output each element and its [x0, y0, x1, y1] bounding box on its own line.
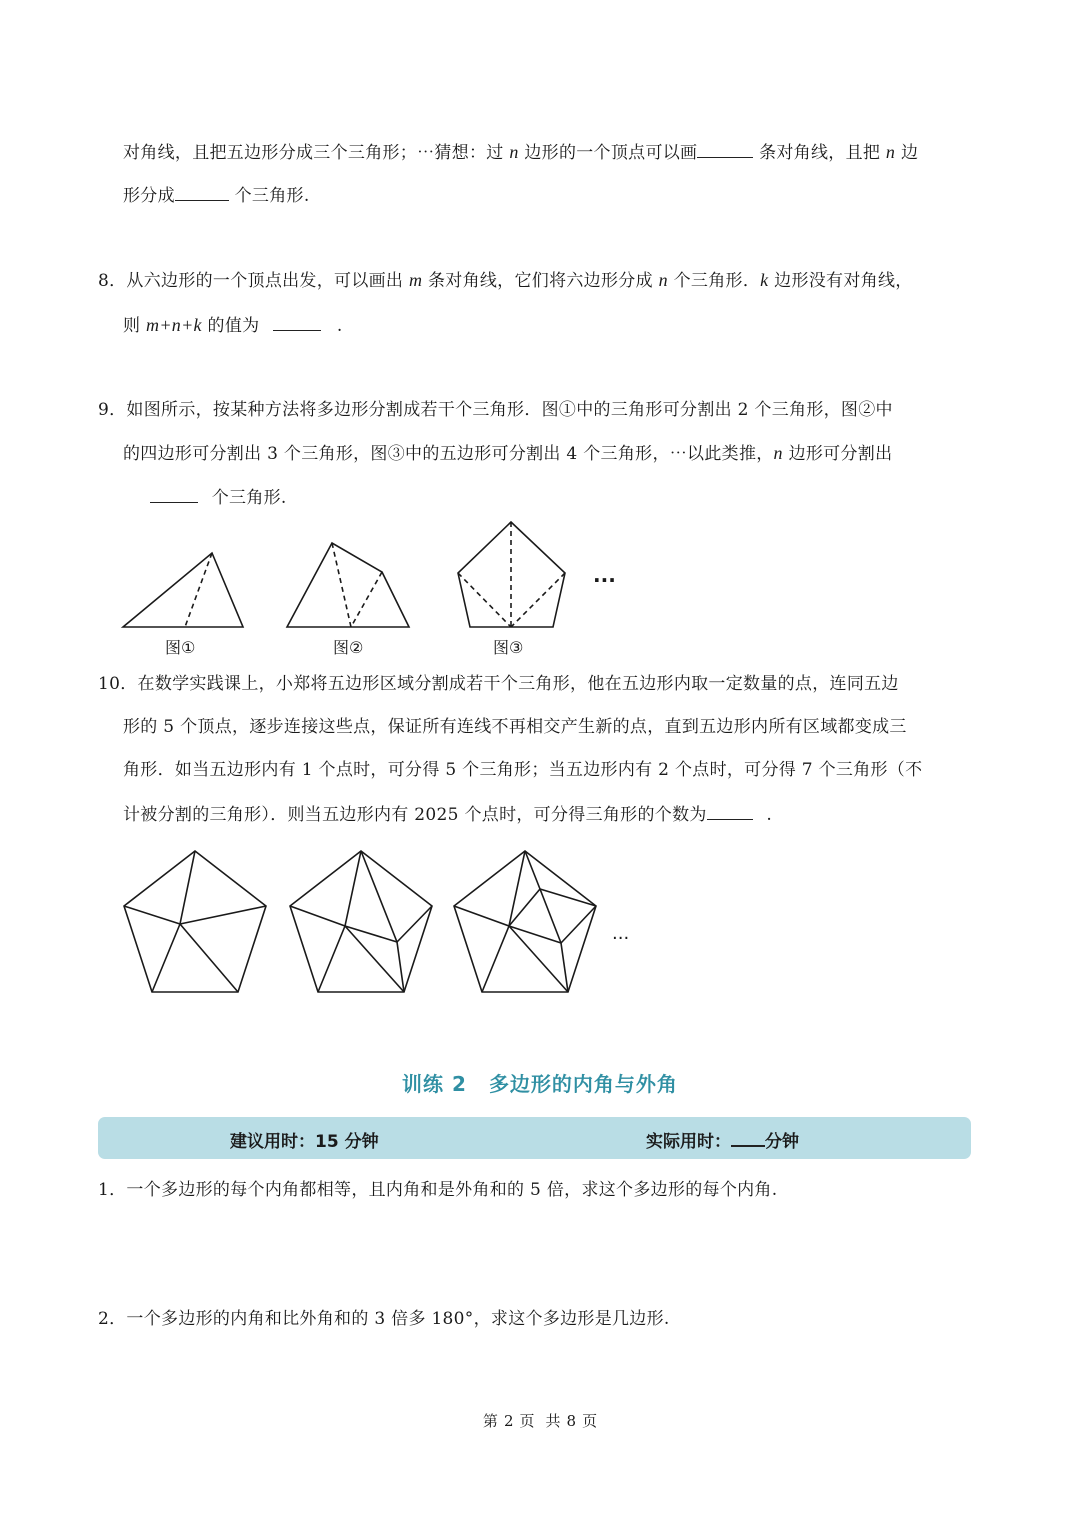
footer-text: 页 — [582, 1412, 598, 1430]
q9-text: 个三角形. — [211, 488, 287, 508]
actual-time — [646, 1127, 799, 1152]
q9-text: 边形可分割出 — [788, 444, 893, 464]
q7-text: 边形的一个顶点可以画 — [524, 143, 698, 163]
total-pages: 8 — [566, 1412, 577, 1430]
q8-line-1 — [98, 268, 913, 293]
q10-line-4 — [123, 801, 772, 827]
q9-line-3 — [150, 484, 287, 510]
fig-label-2: 图② — [333, 638, 364, 657]
answer-blank[interactable] — [273, 312, 321, 331]
actual-time-label: 实际用时： — [646, 1132, 731, 1152]
fig-label-1: 图① — [165, 638, 196, 657]
fig2-dashed-line — [332, 543, 351, 627]
q10-text: 计被分割的三角形）．则当五边形内有 2025 个点时，可分得三角形的个数为 — [123, 805, 707, 825]
q8-text: 边形没有对角线， — [774, 271, 913, 291]
q10-line-1: 10．在数学实践课上，小郑将五边形区域分割成若干个三角形，他在五边形内取一定数量的点，连同五边 — [98, 674, 899, 694]
suggested-time: 建议用时：15 分钟 — [230, 1132, 379, 1152]
ellipsis: ··· — [593, 568, 616, 592]
pentagon-3 — [454, 851, 596, 992]
ellipsis: ··· — [612, 928, 630, 949]
var-n: n — [773, 443, 783, 463]
q8-text: 的值为 — [207, 316, 260, 336]
q9-text: 的四边形可分割出 3 个三角形，图③中的五边形可分割出 4 个三角形，⋯以此类推， — [123, 444, 774, 464]
answer-blank[interactable] — [150, 484, 198, 503]
q10-line-3: 角形．如当五边形内有 1 个点时，可分得 5 个三角形；当五边形内有 2 个点时，可分得 7 个三角形（不 — [123, 760, 923, 780]
section-heading: 多边形的内角与外角 — [488, 1072, 678, 1096]
fig1-triangle — [123, 553, 243, 627]
section-label: 训练 2 — [402, 1072, 467, 1096]
page-number: 2 — [503, 1412, 514, 1430]
q7-text: 形分成 — [123, 186, 175, 206]
q7-text: 对角线，且把五边形分成三个三角形；⋯猜想：过 — [123, 143, 504, 163]
var-n: n — [658, 270, 668, 290]
answer-blank[interactable] — [707, 801, 753, 820]
var-n: n — [885, 142, 896, 162]
pentagon-2 — [290, 851, 432, 992]
fig2-dashed-line — [351, 572, 382, 627]
time-bar — [98, 1117, 971, 1159]
q8-text: 则 — [123, 316, 141, 336]
section-title — [0, 1068, 1080, 1097]
var-k: k — [760, 270, 769, 290]
q8-text: 条对角线，它们将六边形分成 — [427, 271, 653, 291]
var-m: m — [408, 270, 423, 290]
fig3-dashed-line — [458, 573, 511, 627]
footer-text: 第 — [482, 1412, 498, 1430]
q10-text: . — [766, 805, 773, 825]
q7-line-2 — [123, 182, 310, 208]
fig3-pentagon — [458, 522, 565, 627]
q9-line-1: 9．如图所示，按某种方法将多边形分割成若干个三角形．图①中的三角形可分割出 2 个三角形，图②中 — [98, 400, 893, 420]
fig-label-3: 图③ — [493, 638, 524, 657]
q8-line-2 — [123, 312, 343, 338]
actual-time-blank[interactable] — [731, 1129, 765, 1147]
q8-text: . — [336, 316, 343, 336]
q10-figures — [115, 842, 645, 1002]
var-n: n — [509, 142, 519, 162]
expression: m+n+k — [146, 315, 202, 335]
answer-blank[interactable] — [697, 139, 753, 158]
q9-line-2 — [123, 441, 892, 466]
footer-text: 共 — [545, 1412, 561, 1430]
q7-text: 条对角线，且把 — [759, 143, 881, 163]
actual-time-unit: 分钟 — [765, 1132, 799, 1152]
q9-figures — [115, 515, 635, 663]
page-footer — [0, 1410, 1080, 1431]
q8-text: 个三角形． — [673, 271, 761, 291]
q10-line-2: 形的 5 个顶点，逐步连接这些点，保证所有连线不再相交产生新的点，直到五边形内所有区域都变成三 — [123, 717, 907, 737]
q7-text: 边 — [900, 143, 919, 163]
answer-blank[interactable] — [175, 182, 229, 201]
q8-text: 8．从六边形的一个顶点出发，可以画出 — [98, 271, 404, 291]
problem-2: 2．一个多边形的内角和比外角和的 3 倍多 180°，求这个多边形是几边形. — [98, 1309, 670, 1329]
fig3-dashed-line — [511, 573, 565, 627]
footer-text: 页 — [519, 1412, 535, 1430]
q7-line-1 — [123, 139, 918, 165]
problem-1: 1．一个多边形的每个内角都相等，且内角和是外角和的 5 倍，求这个多边形的每个内角. — [98, 1180, 778, 1200]
q7-text: 个三角形. — [234, 186, 310, 206]
